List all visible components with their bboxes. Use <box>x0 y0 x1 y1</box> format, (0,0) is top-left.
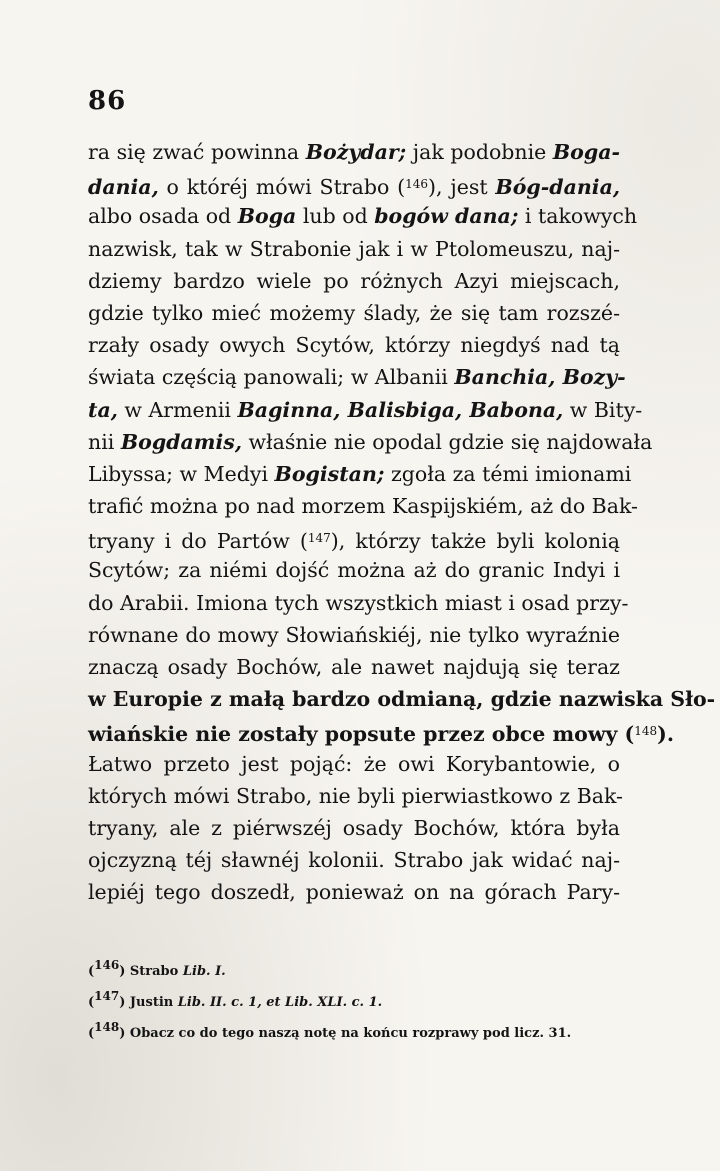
text-segment: 147 <box>94 989 120 1003</box>
text-segment: w Armenii <box>117 397 238 422</box>
text-segment: jak podobnie <box>406 140 553 164</box>
text-segment: 147 <box>307 531 331 546</box>
text-segment: ), jest <box>428 175 496 200</box>
text-segment: 148 <box>94 1020 120 1034</box>
text-segment: Boga <box>237 204 297 229</box>
text-segment: i takowych <box>518 204 638 229</box>
text-segment: Bożydar; <box>305 140 407 164</box>
text-segment: albo osada od <box>88 204 238 229</box>
text-segment: Bóg-dania, <box>495 175 620 200</box>
text-segment: wiańskie nie zostały popsute przez obce mowy ( <box>88 722 635 747</box>
footnote <box>88 1015 628 1046</box>
text-segment: ojczyzną téj sławnéj kolonii. Strabo jak widać naj- <box>88 848 620 873</box>
text-line <box>88 844 620 876</box>
text-segment: ra się zwać powinna <box>88 140 306 164</box>
text-segment: Banchia, Bozy- <box>454 365 626 390</box>
body-text <box>88 136 716 909</box>
text-segment: lub od <box>296 204 375 229</box>
text-segment: gdzie tylko mieć możemy ślady, że się tam rozszé- <box>88 300 620 325</box>
page-number: 86 <box>88 86 127 116</box>
text-segment: znaczą osady Bochów, ale nawet najdują się teraz <box>88 655 620 679</box>
text-line <box>88 554 620 586</box>
footnote <box>88 984 628 1015</box>
text-segment: ta, <box>88 397 118 422</box>
text-segment: 148 <box>634 724 658 739</box>
text-line <box>88 522 620 554</box>
text-segment: Lib. II. c. 1, et Lib. XLI. c. 1. <box>177 995 383 1010</box>
text-line <box>88 812 620 844</box>
text-segment: Łatwo przeto jest pojąć: że owi Korybantowie, o <box>88 751 620 776</box>
text-segment: do Arabii. Imiona tych wszystkich miast i osad przy- <box>88 590 629 615</box>
text-segment: ( <box>88 964 95 979</box>
text-segment: rzały osady owych Scytów, którzy niegdyś nad tą <box>88 333 620 358</box>
text-segment: 146 <box>94 958 120 972</box>
text-segment: w Bity- <box>563 397 643 422</box>
text-segment: Scytów; za niémi dojść można aż do granic Indyi i <box>88 558 620 583</box>
text-line <box>88 876 620 908</box>
text-segment: ( <box>88 995 95 1010</box>
text-segment: świata częścią panowali; w Albanii <box>88 365 455 390</box>
text-segment: Lib. I. <box>182 964 226 979</box>
text-segment: ) Obacz co do tego naszą notę na końcu rozprawy pod licz. 31. <box>119 1026 572 1041</box>
text-segment: ) Justin <box>119 995 178 1010</box>
text-segment: Boga- <box>552 140 620 164</box>
text-segment: ). <box>657 722 674 747</box>
text-segment: właśnie nie opodal gdzie się najdowała <box>241 429 653 454</box>
text-line <box>88 587 629 619</box>
text-segment: ), którzy także byli kolonią <box>330 529 620 554</box>
text-line <box>88 490 638 522</box>
text-segment: tryany, ale z piérwszéj osady Bochów, która była <box>88 815 620 840</box>
text-line <box>88 361 626 393</box>
text-line <box>88 329 620 361</box>
text-segment: nii <box>88 429 121 454</box>
text-line <box>88 297 620 329</box>
text-segment: Baginna, Balisbiga, Babona, <box>237 397 564 422</box>
text-segment: Bogdamis, <box>120 429 242 454</box>
footnotes <box>88 953 628 1046</box>
text-line <box>88 426 653 458</box>
text-segment: ) Strabo <box>119 964 183 979</box>
text-line <box>88 200 638 232</box>
text-segment: równane do mowy Słowiańskiéj, nie tylko wyraźnie <box>88 622 620 647</box>
text-line <box>88 458 632 490</box>
text-line <box>88 233 620 265</box>
text-line <box>88 394 643 426</box>
text-segment: w Europie z małą bardzo odmianą, gdzie nazwiska Sło- <box>88 687 716 712</box>
text-segment: dania, <box>88 175 159 200</box>
text-segment: nazwisk, tak w Strabonie jak i w Ptolomeuszu, naj- <box>88 236 620 261</box>
text-line <box>88 136 620 168</box>
text-segment: o któréj mówi Strabo ( <box>158 175 406 200</box>
text-segment: ( <box>88 1026 95 1041</box>
text-line <box>88 619 620 651</box>
text-line <box>88 168 620 200</box>
text-line <box>88 748 620 780</box>
text-segment: trafić można po nad morzem Kaspijskiém, aż do Bak- <box>88 494 638 519</box>
footnote <box>88 953 628 984</box>
text-segment: których mówi Strabo, nie byli pierwiastkowo z Bak- <box>88 783 623 808</box>
text-segment: bogów dana; <box>374 204 519 229</box>
text-line <box>88 715 674 747</box>
text-segment: dziemy bardzo wiele po różnych Azyi miejscach, <box>88 268 620 293</box>
text-line <box>88 683 716 715</box>
text-segment: zgoła za témi imionami <box>384 461 632 486</box>
text-segment: Libyssa; w Medyi <box>88 461 275 486</box>
text-line <box>88 265 620 297</box>
text-segment: Bogistan; <box>274 461 385 486</box>
text-line <box>88 780 623 812</box>
text-segment: 146 <box>405 177 429 192</box>
text-line <box>88 651 620 683</box>
text-segment: lepiéj tego doszedł, ponieważ on na górach Pary- <box>88 880 620 905</box>
text-segment: tryany i do Partów ( <box>88 529 308 554</box>
